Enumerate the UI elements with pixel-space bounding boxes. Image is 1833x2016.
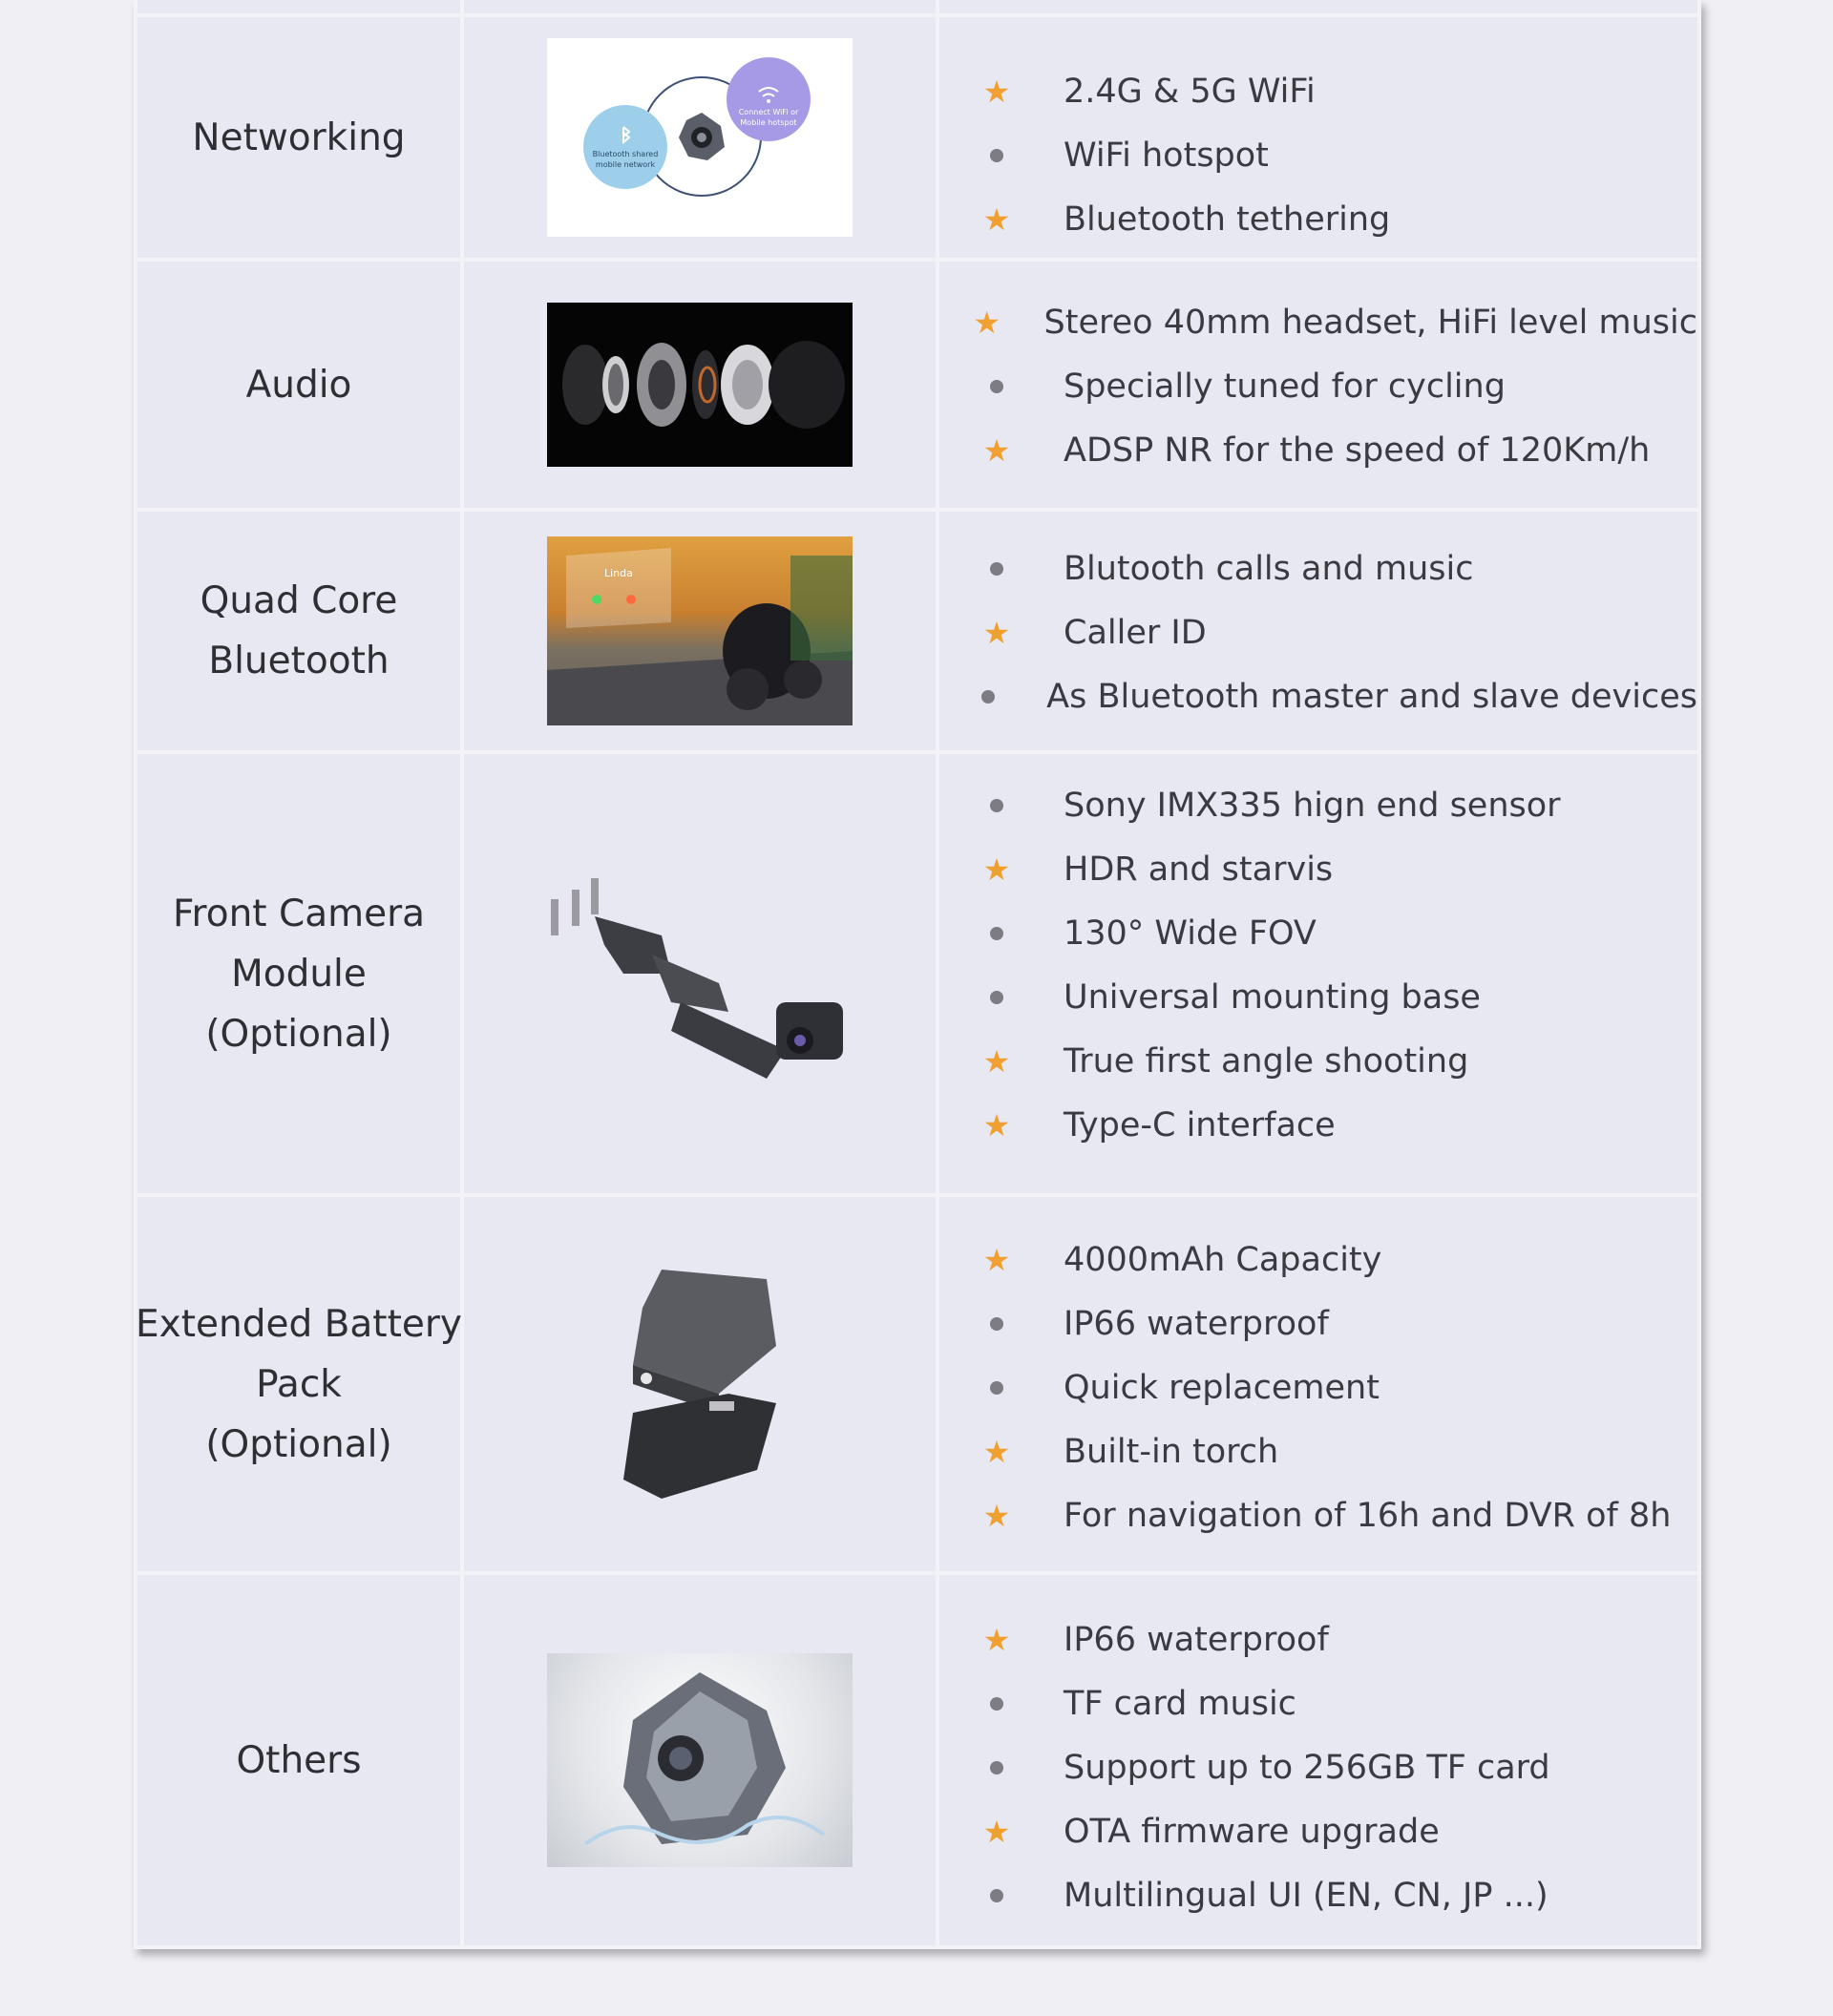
feature-item: ★ Built-in torch — [982, 1432, 1279, 1471]
feature-item: As Bluetooth master and slave devices — [939, 664, 1697, 728]
feature-list — [939, 17, 1697, 251]
star-icon: ★ — [982, 1813, 1011, 1850]
feature-item: ★ For navigation of 16h and DVR of 8h — [982, 1496, 1672, 1535]
battery-pack-image — [604, 1260, 795, 1508]
feature-item: Universal mounting base — [939, 965, 1697, 1029]
row-label: Quad Core Bluetooth — [200, 579, 398, 682]
star-icon: ★ — [982, 1241, 1011, 1278]
feature-item: ★ True first angle shooting — [982, 1041, 1469, 1081]
wifi-caption-2: Mobile hotspot — [740, 118, 797, 127]
hud-caller-name: Linda — [604, 567, 633, 579]
feature-list — [939, 1575, 1697, 1927]
feature-item: ★ HDR and starvis — [982, 850, 1334, 889]
row-features-cell — [939, 512, 1697, 750]
feature-list — [939, 1197, 1697, 1547]
row-label: Extended Battery Pack (Optional) — [136, 1302, 462, 1466]
row-label: Front Camera Module (Optional) — [172, 892, 426, 1056]
row-image-cell — [464, 754, 936, 1193]
bullet-dot-icon — [990, 562, 1003, 576]
row-label-cell — [137, 17, 460, 258]
star-icon: ★ — [982, 73, 1011, 110]
star-icon: ★ — [982, 1106, 1011, 1144]
networking-diagram — [547, 38, 853, 237]
bullet-dot-icon — [990, 991, 1003, 1004]
riding-hud-image — [547, 536, 853, 725]
row-features-cell — [939, 1575, 1697, 1945]
feature-item: Quick replacement — [939, 1355, 1697, 1419]
camera-module-image — [537, 859, 862, 1088]
waterproof-device-graphic — [547, 1653, 853, 1867]
row-label-cell — [137, 754, 460, 1193]
feature-item: WiFi hotspot — [939, 123, 1697, 187]
row-label-cell — [137, 1197, 460, 1571]
bluetooth-caption-1: Bluetooth shared — [592, 150, 659, 158]
feature-list — [939, 262, 1697, 482]
feature-item: ★ Caller ID — [982, 613, 1207, 652]
row-label-cell — [137, 512, 460, 750]
bullet-dot-icon — [990, 1697, 1003, 1711]
row-features-cell — [939, 17, 1697, 258]
row-label: Others — [236, 1738, 362, 1782]
camera-mount-graphic — [537, 859, 862, 1088]
feature-item: ★ IP66 waterproof — [982, 1620, 1329, 1659]
table-row-others — [137, 1575, 1697, 1945]
row-image-cell — [464, 1197, 936, 1571]
feature-list — [939, 512, 1697, 728]
feature-item: TF card music — [939, 1671, 1697, 1735]
star-icon: ★ — [973, 304, 1001, 341]
feature-item: ★ Type-C interface — [982, 1105, 1336, 1144]
star-icon: ★ — [982, 1042, 1011, 1080]
feature-item: ★ ADSP NR for the speed of 120Km/h — [982, 430, 1651, 470]
wifi-caption-1: Connect WiFi or — [738, 108, 799, 116]
bullet-dot-icon — [990, 380, 1003, 393]
audio-image — [547, 303, 853, 467]
table-row-networking — [137, 17, 1697, 258]
feature-item: ★ Stereo 40mm headset, HiFi level music — [973, 303, 1697, 342]
feature-item: ★ Bluetooth tethering — [982, 200, 1391, 239]
feature-list — [939, 754, 1697, 1157]
feature-item: ★ 4000mAh Capacity — [982, 1240, 1382, 1279]
bullet-dot-icon — [990, 149, 1003, 162]
star-icon: ★ — [982, 200, 1011, 238]
table-row-audio — [137, 262, 1697, 508]
feature-item: Sony IMX335 hign end sensor — [939, 773, 1697, 837]
table-row-partial — [137, 0, 1697, 13]
networking-image — [547, 38, 853, 237]
row-label: Networking — [192, 116, 406, 159]
bullet-dot-icon — [990, 927, 1003, 940]
star-icon: ★ — [982, 850, 1011, 888]
bullet-dot-icon — [990, 1761, 1003, 1774]
bullet-dot-icon — [990, 1317, 1003, 1331]
star-icon: ★ — [982, 431, 1011, 469]
star-icon: ★ — [982, 1433, 1011, 1470]
star-icon: ★ — [982, 614, 1011, 651]
feature-item: Multilingual UI (EN, CN, JP ...) — [939, 1863, 1697, 1927]
row-features-cell — [939, 262, 1697, 508]
row-label: Audio — [245, 363, 352, 407]
star-icon: ★ — [982, 1621, 1011, 1658]
row-image-cell — [464, 262, 936, 508]
feature-item: Specially tuned for cycling — [939, 354, 1697, 418]
feature-item: ★ 2.4G & 5G WiFi — [982, 72, 1316, 111]
row-image-cell — [464, 17, 936, 258]
row-features-cell — [939, 754, 1697, 1193]
feature-item: 130° Wide FOV — [939, 901, 1697, 965]
row-image-cell — [464, 512, 936, 750]
bullet-dot-icon — [990, 1889, 1003, 1902]
feature-item: IP66 waterproof — [939, 1292, 1697, 1355]
battery-pack-graphic — [604, 1260, 795, 1508]
feature-item: Support up to 256GB TF card — [939, 1735, 1697, 1799]
row-label-cell — [137, 262, 460, 508]
bullet-dot-icon — [990, 1381, 1003, 1395]
row-label-cell — [137, 1575, 460, 1945]
feature-table — [134, 0, 1701, 1949]
feature-item: ★ OTA firmware upgrade — [982, 1812, 1440, 1851]
waterproof-device-image — [547, 1653, 853, 1867]
feature-item: Blutooth calls and music — [939, 536, 1697, 600]
row-image-cell — [464, 1575, 936, 1945]
bullet-dot-icon — [990, 799, 1003, 812]
table-row-battery — [137, 1197, 1697, 1571]
star-icon: ★ — [982, 1497, 1011, 1534]
bullet-dot-icon — [981, 690, 995, 704]
table-row-bluetooth — [137, 512, 1697, 750]
bluetooth-caption-2: mobile network — [595, 160, 656, 169]
exploded-speaker-graphic — [547, 303, 853, 467]
row-features-cell — [939, 1197, 1697, 1571]
table-row-front-camera — [137, 754, 1697, 1193]
motorcycle-hud-graphic — [547, 536, 853, 725]
